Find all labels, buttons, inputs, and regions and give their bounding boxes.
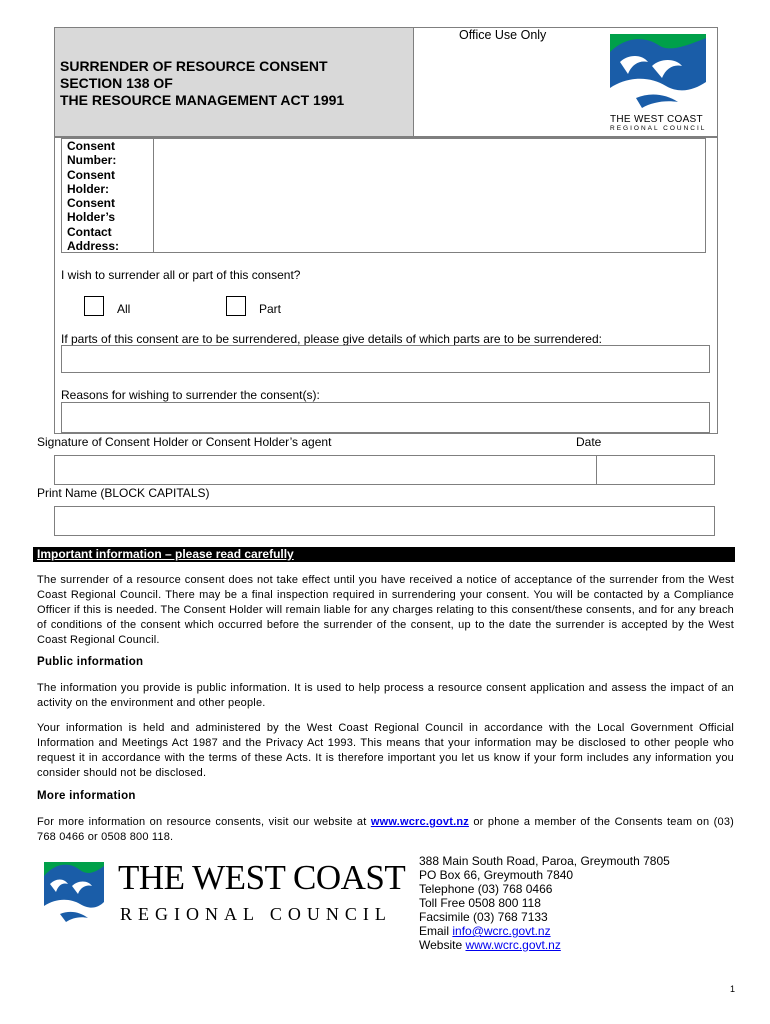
- print-name-label: Print Name (BLOCK CAPITALS): [37, 486, 210, 500]
- public-info-paragraph-1: The information you provide is public information. It is used to help process a resource consent application and assess the impact of an activity on the environment and other people.: [37, 682, 734, 709]
- po-box: PO Box 66, Greymouth 7840: [419, 868, 574, 882]
- part-checkbox[interactable]: [226, 296, 246, 316]
- reasons-prompt: Reasons for wishing to surrender the consent(s):: [61, 388, 320, 402]
- date-field[interactable]: [596, 455, 715, 485]
- signature-label: Signature of Consent Holder or Consent Holder’s agent: [37, 435, 332, 449]
- council-logo-small: [606, 32, 710, 132]
- surrender-notice-paragraph: The surrender of a resource consent does not take effect until you have received a notice of acceptance of the surrender from the West Coast Regional Council. There may be a final inspection required in surrendering your consent. You will be contacted by a Compliance Officer if this is needed. The Consent Holder will remain liable for any charges relating to this consent/these consents, and for any breach of conditions of the consent which occurred before the surrender of the consent, up to the date the surrender is accepted by the West Coast Regional Council.: [37, 574, 734, 646]
- consent-number-field[interactable]: [155, 140, 704, 168]
- contact-address-label: Consent Holder’s Contact Address:: [67, 196, 120, 254]
- website-line: Website www.wcrc.govt.nz: [419, 938, 561, 952]
- council-logo-large: [42, 858, 406, 932]
- council-address-block: [419, 854, 670, 952]
- consent-holder-field[interactable]: [155, 168, 704, 196]
- public-info-heading: Public information: [37, 656, 144, 668]
- important-info-heading: Important information – please read carefully: [37, 547, 294, 561]
- print-name-field[interactable]: [54, 506, 715, 536]
- council-wave-logo-large-icon: [42, 860, 106, 930]
- surrender-question: I wish to surrender all or part of this consent?: [61, 268, 301, 282]
- signature-field[interactable]: [54, 455, 597, 485]
- logo-small-sub: REGIONAL COUNCIL: [610, 125, 707, 132]
- more-info-heading: More information: [37, 790, 136, 802]
- street-address: 388 Main South Road, Paroa, Greymouth 7805: [419, 854, 670, 868]
- office-use-label: Office Use Only: [459, 28, 547, 42]
- logo-large-sub: REGIONAL COUNCIL: [120, 904, 392, 924]
- email-line: Email info@wcrc.govt.nz: [419, 924, 551, 938]
- logo-small-name: THE WEST COAST: [610, 114, 703, 125]
- consent-fields-labels: [67, 139, 151, 253]
- facsimile: Facsimile (03) 768 7133: [419, 910, 548, 924]
- part-option-label: Part: [259, 302, 282, 316]
- more-info-paragraph: For more information on resource consents, visit our website at www.wcrc.govt.nz or phone a member of the Consents team on (03) 768 0466 or 0508 800 118.: [37, 816, 735, 843]
- logo-large-name: THE WEST COAST: [118, 858, 406, 897]
- parts-details-field[interactable]: [61, 345, 710, 373]
- consent-holder-label: Consent Holder:: [67, 167, 115, 196]
- page-number: 1: [730, 984, 736, 994]
- all-checkbox[interactable]: [84, 296, 104, 316]
- website-link[interactable]: www.wcrc.govt.nz: [370, 816, 469, 828]
- consent-number-label: Consent Number:: [67, 139, 117, 168]
- consent-fields-divider: [153, 138, 154, 253]
- date-label: Date: [576, 435, 602, 449]
- public-info-paragraph-2: Your information is held and administered by the West Coast Regional Council in accordance with the Local Government Official Information and Meetings Act 1987 and the Privacy Act 1993. This means that your information may be disclosed to other people who request it in accordance with the terms of these Acts. It is therefore important you let us know if your form includes any information you consider should not be disclosed.: [37, 722, 734, 779]
- parts-prompt: If parts of this consent are to be surrendered, please give details of which parts are to be surrendered:: [61, 332, 602, 346]
- toll-free: Toll Free 0508 800 118: [419, 896, 541, 910]
- footer-website-link[interactable]: www.wcrc.govt.nz: [465, 938, 561, 952]
- all-option-label: All: [117, 302, 131, 316]
- telephone: Telephone (03) 768 0466: [419, 882, 553, 896]
- contact-address-field[interactable]: [155, 196, 704, 251]
- email-link[interactable]: info@wcrc.govt.nz: [452, 924, 551, 938]
- reasons-field[interactable]: [61, 402, 710, 433]
- form-title: SURRENDER OF RESOURCE CONSENT SECTION 138 OF THE RESOURCE MANAGEMENT ACT 1991: [60, 58, 345, 108]
